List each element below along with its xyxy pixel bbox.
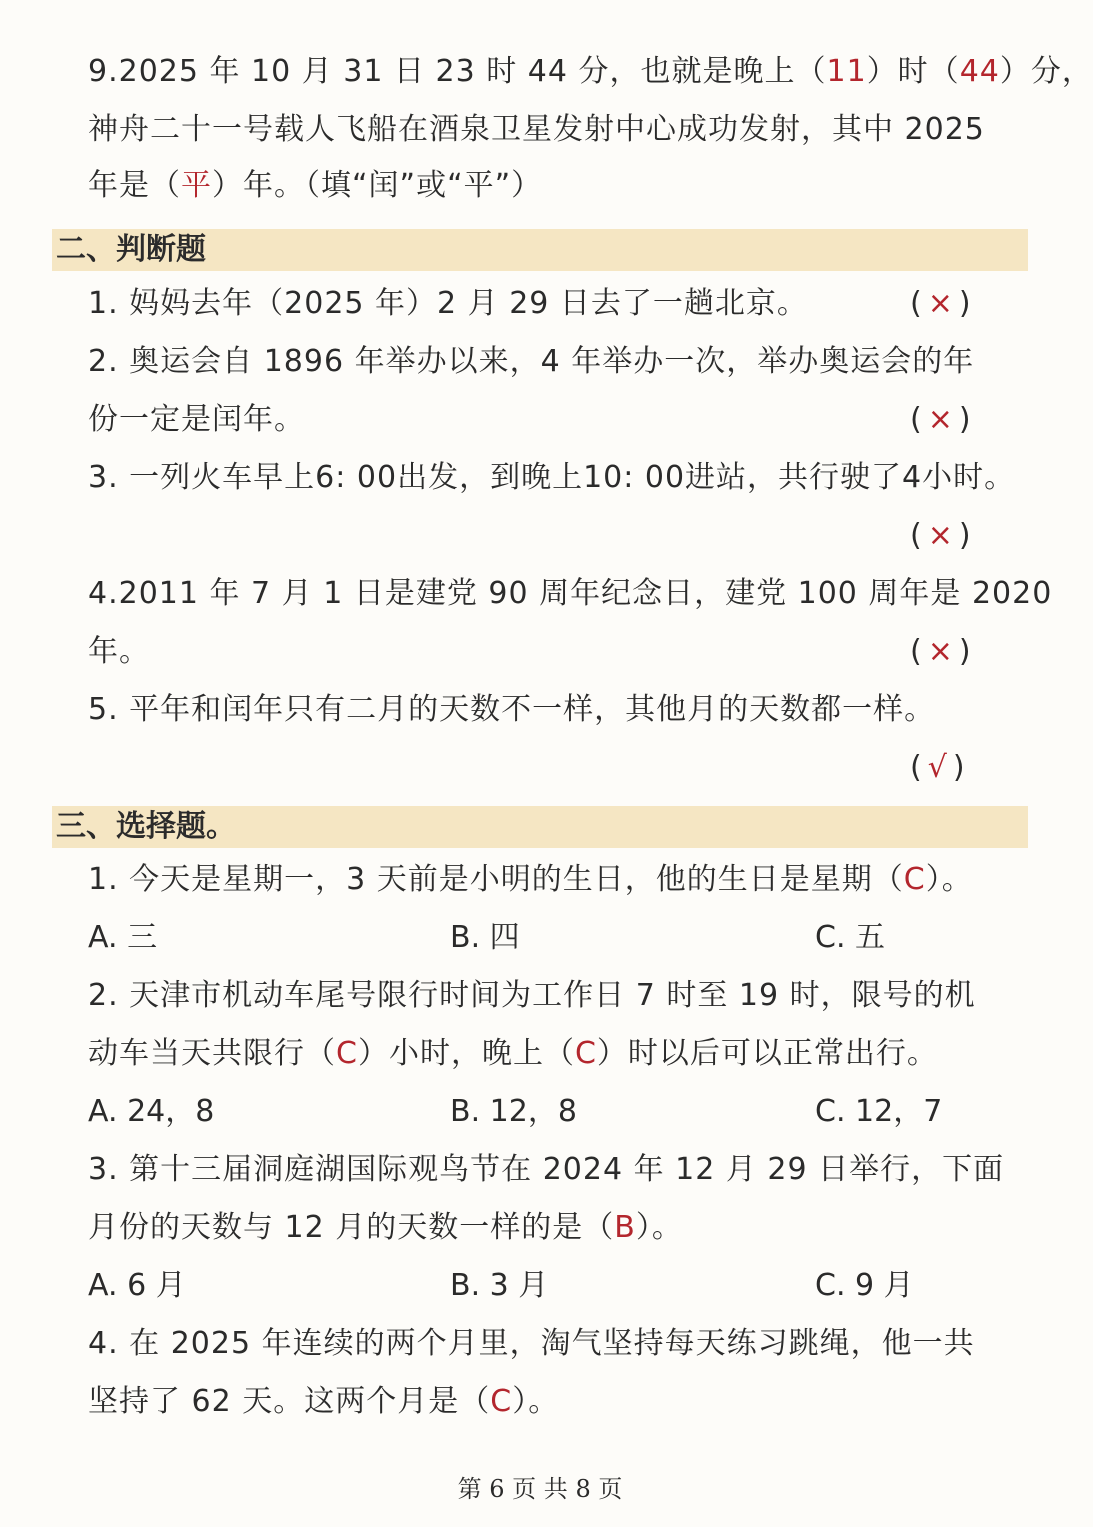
choice-q2-option-c: C. 12，7 bbox=[815, 1094, 943, 1129]
choice-q3-option-c: C. 9 月 bbox=[815, 1268, 914, 1303]
choice-q2-text: ）小时，晚上（ bbox=[357, 1036, 575, 1071]
judge-answer-mark: × bbox=[927, 286, 959, 321]
choice-q3-option-a: A. 6 月 bbox=[88, 1268, 186, 1303]
choice-q3-answer: B bbox=[614, 1210, 636, 1245]
page-number: 第 6 页 共 8 页 bbox=[457, 1475, 623, 1503]
judge-answer-mark: × bbox=[927, 402, 959, 437]
q9-text: ）时（ bbox=[866, 54, 960, 89]
choice-q1-text: ）。 bbox=[925, 862, 973, 897]
choice-q2-line2 bbox=[88, 1034, 938, 1074]
judge-item-1: 1. 妈妈去年（2025 年）2 月 29 日去了一趟北京。 bbox=[88, 286, 808, 321]
choice-q3-text: ）。 bbox=[635, 1210, 683, 1245]
choice-q3-line2 bbox=[88, 1208, 683, 1248]
judge-answer-5: (√) bbox=[910, 750, 971, 785]
judge-answer-mark: √ bbox=[927, 750, 953, 785]
choice-q4-text: ）。 bbox=[512, 1384, 560, 1419]
judge-answer-3: (×) bbox=[910, 518, 977, 553]
choice-q1-answer: C bbox=[903, 862, 926, 897]
choice-q2-answer-2: C bbox=[574, 1036, 597, 1071]
choice-q4-answer: C bbox=[490, 1384, 513, 1419]
judge-item-2-line1: 2. 奥运会自 1896 年举办以来，4 年举办一次，举办奥运会的年 bbox=[88, 344, 975, 379]
choice-q3-line1: 3. 第十三届洞庭湖国际观鸟节在 2024 年 12 月 29 日举行，下面 bbox=[88, 1152, 1005, 1187]
choice-q1-option-c: C. 五 bbox=[815, 920, 886, 955]
choice-q2-line1: 2. 天津市机动车尾号限行时间为工作日 7 时至 19 时，限号的机 bbox=[88, 978, 976, 1013]
q9-text: 9.2025 年 10 月 31 日 23 时 44 分，也就是晚上（ bbox=[88, 54, 827, 89]
choice-q2-option-b: B. 12，8 bbox=[450, 1094, 577, 1129]
choice-q1-text: 1. 今天是星期一，3 天前是小明的生日，他的生日是星期（ bbox=[88, 862, 904, 897]
judge-answer-mark: × bbox=[927, 518, 959, 553]
choice-q1 bbox=[88, 860, 973, 900]
q9-text: ）分， bbox=[999, 54, 1093, 89]
judge-item-4-line1: 4.2011 年 7 月 1 日是建党 90 周年纪念日，建党 100 周年是 2020 bbox=[88, 576, 1053, 611]
judge-item-4-line2: 年。 bbox=[88, 634, 150, 669]
judge-answer-2: (×) bbox=[910, 402, 977, 437]
choice-q3-option-b: B. 3 月 bbox=[450, 1268, 549, 1303]
judge-item-2-line2: 份一定是闰年。 bbox=[88, 402, 305, 437]
choice-q1-option-b: B. 四 bbox=[450, 920, 520, 955]
judge-answer-1: (×) bbox=[910, 286, 977, 321]
q9-line3 bbox=[88, 166, 542, 206]
choice-q4-text: 坚持了 62 天。这两个月是（ bbox=[88, 1384, 491, 1419]
q9-text: ）年。（填“闰”或“平”） bbox=[212, 168, 543, 203]
q9-line2: 神舟二十一号载人飞船在酒泉卫星发射中心成功发射，其中 2025 bbox=[88, 112, 985, 147]
choice-q2-text: 动车当天共限行（ bbox=[88, 1036, 336, 1071]
judge-answer-4: (×) bbox=[910, 634, 977, 669]
judge-item-3: 3. 一列火车早上6: 00出发，到晚上10: 00进站，共行驶了4小时。 bbox=[88, 460, 1016, 495]
judge-answer-mark: × bbox=[927, 634, 959, 669]
section2-title: 二、判断题 bbox=[56, 232, 206, 267]
section3-title: 三、选择题。 bbox=[56, 809, 236, 844]
choice-q2-text: ）时以后可以正常出行。 bbox=[596, 1036, 938, 1071]
choice-q3-text: 月份的天数与 12 月的天数一样的是（ bbox=[88, 1210, 615, 1245]
choice-q2-option-a: A. 24，8 bbox=[88, 1094, 215, 1129]
q9-text: 年是（ bbox=[88, 168, 181, 203]
q9-answer-hour: 11 bbox=[826, 54, 867, 89]
q9-answer-year-type: 平 bbox=[181, 168, 212, 203]
q9-answer-minute: 44 bbox=[959, 54, 1000, 89]
q9-line1 bbox=[88, 52, 1093, 92]
judge-item-5: 5. 平年和闰年只有二月的天数不一样，其他月的天数都一样。 bbox=[88, 692, 936, 727]
choice-q2-answer-1: C bbox=[336, 1036, 358, 1071]
choice-q4-line1: 4. 在 2025 年连续的两个月里，淘气坚持每天练习跳绳，他一共 bbox=[88, 1326, 975, 1361]
choice-q1-option-a: A. 三 bbox=[88, 920, 158, 955]
choice-q4-line2 bbox=[88, 1382, 559, 1422]
